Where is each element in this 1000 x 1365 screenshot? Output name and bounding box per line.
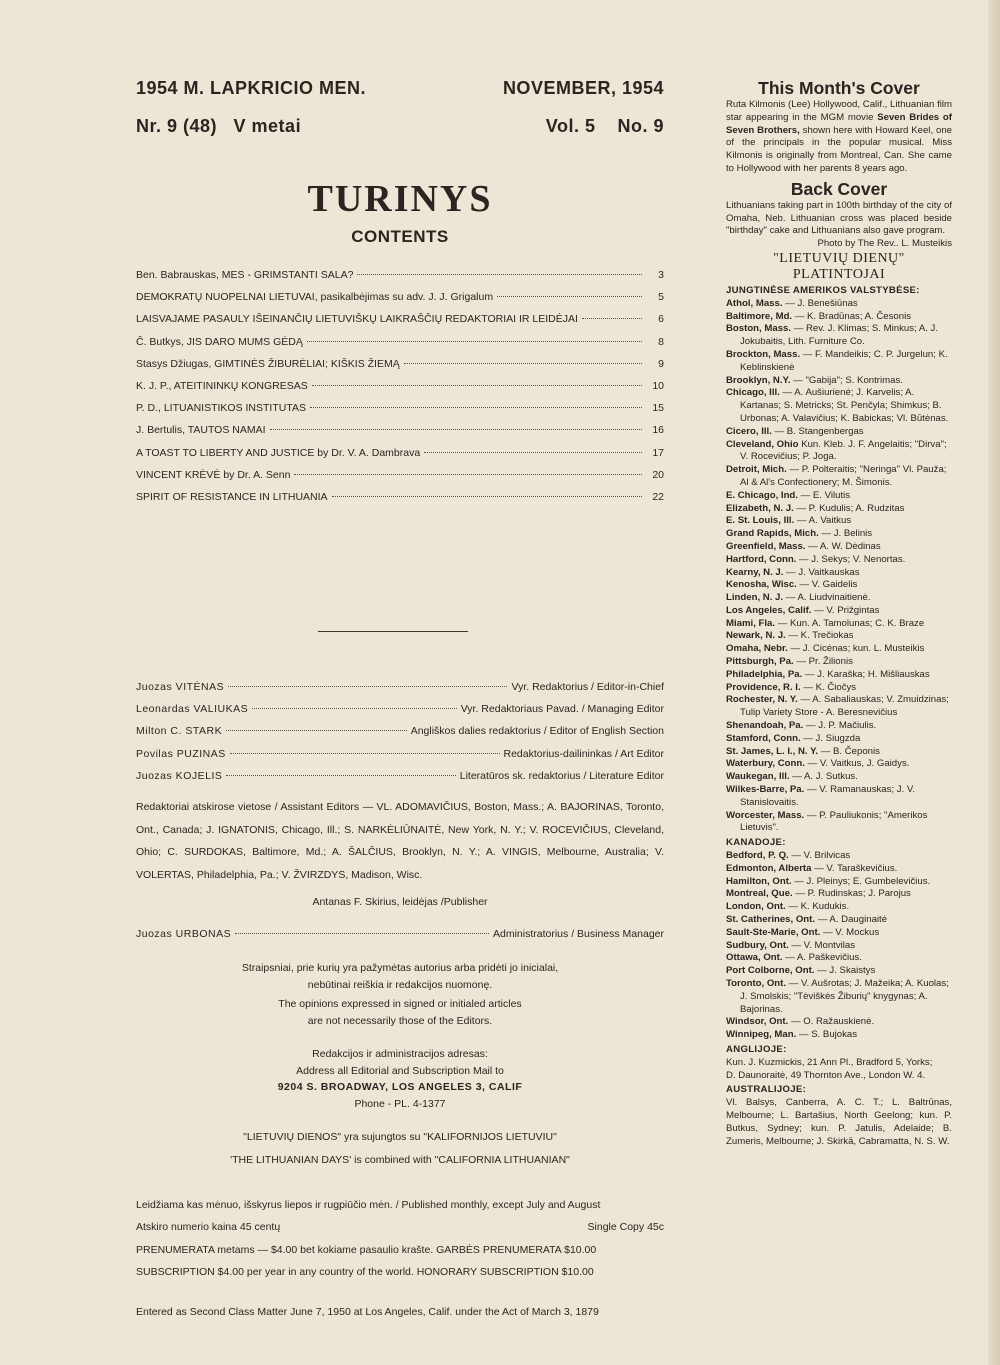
- cover-text-b: shown here with Howard Keel, one of the principals in the popular musical. Miss Kilmonis is originally from Montreal, Can. She came to Hollywood with her parents 8 years ago.: [726, 124, 952, 174]
- distributor-entry: [726, 490, 952, 503]
- toc-page: 15: [652, 402, 664, 415]
- leader-dots: [332, 496, 642, 497]
- distributor-place: Brooklyn, N.Y.: [726, 374, 791, 386]
- usa-heading: JUNGTINĖSE AMERIKOS VALSTYBĖSE:: [726, 284, 920, 296]
- toc-page: 8: [658, 335, 664, 348]
- distributor-place: Sudbury, Ont.: [726, 939, 789, 951]
- distributor-names: — S. Bujokas: [798, 1029, 858, 1041]
- distributor-entry: [726, 965, 952, 978]
- note-en: [136, 996, 664, 1029]
- distributors-subtitle: PLATINTOJAI: [792, 266, 886, 282]
- distributor-entry: [726, 771, 952, 784]
- back-cover-body: Lithuanians taking part in 100th birthday of the city of Omaha, Neb. Lithuanian cross was placed beside "birthday" cake and Lithuanians also gave program.: [726, 199, 952, 237]
- staff-row: [136, 681, 664, 703]
- distributor-names: — J. Sekys; V. Nenortas.: [799, 553, 906, 565]
- distributor-names: — V. Mockus: [823, 926, 880, 938]
- distributor-entry: [726, 1070, 952, 1083]
- combined-lt: "LIETUVIŲ DIENOS" yra sujungtos su "KALIFORNIJOS LIETUVIU": [243, 1131, 557, 1143]
- distributor-place: Worcester, Mass.: [726, 809, 805, 821]
- distributor-names: — V. Gaidelis: [799, 579, 858, 591]
- right-column: [726, 78, 952, 1148]
- distributor-entry: [726, 349, 952, 375]
- staff-role: Redaktorius-dailininkas / Art Editor: [503, 747, 664, 760]
- distributor-entry: [726, 810, 952, 836]
- distributor-place: Pittsburgh, Pa.: [726, 656, 794, 668]
- distributor-names: — V. Montvilas: [791, 939, 856, 951]
- distributor-place: Boston, Mass.: [726, 323, 792, 335]
- address-line-2: Address all Editorial and Subscription Mail to: [296, 1064, 504, 1077]
- page-subtitle: CONTENTS: [351, 227, 449, 246]
- distributor-names: D. Daunoraitė, 49 Thornton Ave., London W. 4.: [726, 1069, 926, 1081]
- distributor-names: — J. P. Mačiulis.: [805, 720, 877, 732]
- business-role: Administratorius / Business Manager: [493, 928, 664, 940]
- distributor-names: — P. Kudulis; A. Rudzitas: [796, 502, 905, 514]
- staff-role: Vyr. Redaktorius / Editor-in-Chief: [511, 681, 664, 693]
- australia-list: Vl. Balsys, Canberra, A. C. T.; L. Baltrūnas, Melbourne; L. Bartašius, North Geelong; kun. P. Butkus, Sydney; kun. P. Jatulis, Adelaide; B. Zumeris, Melbourne; J. Skirkā, Cabramatta, N. S. W.: [726, 1097, 952, 1147]
- staff-name: Juozas KOJELIS: [136, 769, 223, 782]
- staff-list: [136, 681, 664, 792]
- business-manager: [136, 928, 664, 950]
- distributor-entry: [726, 694, 952, 720]
- toc-title: LAISVAJAME PASAULY IŠEINANČIŲ LIETUVIŠKŲ LAIKRAŠČIŲ REDAKTORIAI IR LEIDĖJAI: [136, 313, 578, 326]
- distributor-place: Philadelphia, Pa.: [726, 668, 803, 680]
- distributor-entry: [726, 927, 952, 940]
- distributor-names: — "Gabija"; S. Kontrimas.: [793, 374, 903, 386]
- no: No. 9: [617, 116, 664, 136]
- distributor-entry: [726, 426, 952, 439]
- distributor-names: — V. Ramanauskas; J. V. Stanislovaitis.: [740, 784, 916, 808]
- distributor-names: — O. Ražauskienė.: [790, 1016, 875, 1028]
- distributor-entry: [726, 630, 952, 643]
- cover-text: [726, 99, 952, 176]
- address-line-3: 9204 S. BROADWAY, LOS ANGELES 3, CALIF: [277, 1081, 523, 1093]
- distributors-heading: [726, 251, 952, 283]
- distributor-place: Hamilton, Ont.: [726, 875, 792, 887]
- australia-heading: AUSTRALIJOJE:: [726, 1084, 807, 1096]
- distributor-place: Baltimore, Md.: [726, 310, 793, 322]
- distributor-place: Rochester, N. Y.: [726, 694, 798, 706]
- distributor-names: — V. Vaitkus, J. Gaidys.: [807, 758, 910, 770]
- distributor-names: — Pr. Žilionis: [796, 656, 853, 668]
- distributor-place: Winnipeg, Man.: [726, 1029, 797, 1041]
- distributor-names: — A. W. Dėdinas: [808, 540, 881, 552]
- toc-title: P. D., LITUANISTIKOS INSTITUTAS: [136, 402, 306, 415]
- distributor-names: — A. Sabaliauskas; V. Zmuidzinas; Tulip Variety Store - A. Beresnevičius: [740, 694, 949, 719]
- distributor-entry: [726, 541, 952, 554]
- distributor-entry: [726, 863, 952, 876]
- distributor-names: — K. Trečiokas: [788, 630, 854, 642]
- business-name: Juozas URBONAS: [136, 928, 232, 940]
- distributor-names: — K. Bradūnas; A. Česonis: [794, 310, 912, 322]
- single-lt: Atskiro numerio kaina 45 centų: [136, 1221, 281, 1234]
- cover-movie: Seven Brides of Seven Brothers,: [726, 111, 952, 136]
- combined-en: 'THE LITHUANIAN DAYS' is combined with "CALIFORNIA LITHUANIAN": [230, 1153, 570, 1166]
- distributor-names: — Rev. J. Klimas; S. Minkus; A. J. Jokubaitis, Lith. Furniture Co.: [740, 323, 939, 348]
- published: Leidžiama kas mėnuo, išskyrus liepos ir rugpiūčio mėn. / Published monthly, except July and August: [136, 1199, 601, 1211]
- entered-notice: Entered as Second Class Matter June 7, 1950 at Los Angeles, Calif. under the Act of March 3, 1879: [136, 1306, 599, 1318]
- distributor-place: E. Chicago, Ind.: [726, 489, 798, 501]
- canada-list: [726, 850, 952, 1042]
- subscription-info: [136, 1199, 664, 1288]
- distributor-place: Kearny, N. J.: [726, 566, 784, 578]
- distributor-entry: [726, 528, 952, 541]
- leader-dots: [310, 407, 642, 408]
- distributor-place: London, Ont.: [726, 901, 786, 913]
- toc-row: [136, 269, 664, 291]
- distributor-names: — Kun. A. Tamolunas; C. K. Braze: [777, 617, 925, 629]
- single-en: Single Copy 45c: [587, 1221, 664, 1234]
- prenumerata-line: [136, 1244, 664, 1266]
- distributor-entry: [726, 554, 952, 567]
- distributor-place: Cicero, Ill.: [726, 425, 772, 437]
- toc-title: VINCENT KRĖVĖ by Dr. A. Senn: [136, 468, 291, 481]
- distributor-entry: [726, 1057, 952, 1070]
- distributor-place: Cleveland, Ohio: [726, 438, 799, 450]
- distributor-names: — A. Aušiurienė; J. Karvelis; A. Kartanas; S. Metricks; St. Penčyla; Shimkus; B. Urbonas; A. Valavičius; K. Babickas; Vl. Būtėnas.: [740, 387, 949, 424]
- distributor-names: — V. Taraškevičius.: [814, 862, 898, 874]
- page-edge: [988, 0, 1000, 1365]
- toc-page: 6: [658, 313, 664, 326]
- toc-row: [136, 447, 664, 469]
- distributor-names: — A. J. Sutkus.: [792, 771, 858, 783]
- distributor-names: — V. Brilvicas: [791, 850, 851, 862]
- toc-title: A TOAST TO LIBERTY AND JUSTICE by Dr. V. A. Dambrava: [136, 446, 421, 459]
- note-lt-2: nebūtinai reiškia ir redakcijos nuomonę.: [307, 978, 493, 991]
- toc-page: 9: [658, 357, 664, 370]
- distributor-place: Omaha, Nebr.: [726, 643, 788, 655]
- distributor-entry: [726, 720, 952, 733]
- distributor-entry: [726, 323, 952, 349]
- staff-row: [136, 725, 664, 747]
- distributor-entry: [726, 311, 952, 324]
- distributor-place: Port Colborne, Ont.: [726, 965, 815, 977]
- date-en: NOVEMBER, 1954: [502, 78, 664, 98]
- distributor-place: Wilkes-Barre, Pa.: [726, 784, 805, 796]
- distributor-place: Athol, Mass.: [726, 297, 783, 309]
- distributor-entry: [726, 579, 952, 592]
- toc-title: J. Bertulis, TAUTOS NAMAI: [136, 424, 266, 437]
- distributor-place: Toronto, Ont.: [726, 978, 787, 989]
- distributor-place: Stamford, Conn.: [726, 732, 801, 744]
- distributor-place: Shenandoah, Pa.: [726, 720, 804, 732]
- distributor-entry: [726, 618, 952, 631]
- separator-line: [318, 631, 468, 632]
- leader-dots: [228, 686, 507, 687]
- distributor-place: Edmonton, Alberta: [726, 862, 812, 874]
- address-block: [136, 1046, 664, 1112]
- distributor-place: Newark, N. J.: [726, 630, 786, 642]
- toc-page: 17: [652, 446, 664, 459]
- single-copy-line: [136, 1221, 664, 1243]
- distributor-names: — B. Čeponis: [820, 745, 880, 757]
- distributor-place: Greenfield, Mass.: [726, 540, 806, 552]
- back-cover-heading: Back Cover: [790, 178, 888, 199]
- distributor-place: Providence, R. I.: [726, 681, 801, 693]
- distributor-names: — J. Benešiūnas: [785, 297, 858, 309]
- distributor-names: — J. Pleinys; E. Gumbelevičius.: [794, 875, 931, 887]
- distributor-names: — K. Čiočys: [803, 681, 857, 693]
- staff-row: [136, 770, 664, 792]
- distributor-entry: [726, 375, 952, 388]
- canada-heading: KANADOJE:: [726, 837, 786, 849]
- leader-dots: [307, 341, 642, 342]
- distributor-entry: [726, 605, 952, 618]
- toc-title: K. J. P., ATEITININKŲ KONGRESAS: [136, 379, 308, 392]
- subscription: SUBSCRIPTION $4.00 per year in any country of the world. HONORARY SUBSCRIPTION $10.00: [136, 1265, 594, 1278]
- staff-role: Literatūros sk. redaktorius / Literature Editor: [459, 769, 664, 782]
- leader-dots: [497, 296, 642, 297]
- issue-lt: Nr. 9 (48) V metai: [136, 116, 302, 136]
- prenumerata: PRENUMERATA metams — $4.00 bet kokiame pasaulio krašte. GARBĖS PRENUMERATA $10.00: [136, 1243, 597, 1256]
- assistant-editors: Redaktoriai atskirose vietose / Assistant Editors — VL. ADOMAVIČIUS, Boston, Mass.; A. BAJORINAS, Toronto, Ont., Canada; J. IGNATONIS, Chicago, Ill.; S. NARKĖLIŪNAITĖ, New York, N. Y.; V. ROCEVIČIUS, Cleveland, Ohio; C. SURDOKAS, Baltimore, Md.; A. ŠALČIUS, Brooklyn, N. Y.; A. VINGIS, Melbourne, Australia; V. VOLERTAS, Philadelphia, Pa.; V. ŽVIRZDYS, Madison, Wisc.: [136, 801, 664, 881]
- leader-dots: [226, 730, 407, 731]
- toc-row: [136, 358, 664, 380]
- distributor-entry: [726, 503, 952, 516]
- distributor-entry: [726, 758, 952, 771]
- distributor-place: E. St. Louis, Ill.: [726, 515, 795, 527]
- distributor-entry: [726, 1016, 952, 1029]
- leader-dots: [252, 708, 457, 709]
- distributor-entry: [726, 682, 952, 695]
- distributor-place: Ottawa, Ont.: [726, 952, 783, 964]
- distributor-entry: [726, 387, 952, 425]
- phone: Phone - PL. 4-1377: [354, 1097, 446, 1110]
- leader-dots: [357, 274, 642, 275]
- distributor-place: Hartford, Conn.: [726, 553, 797, 565]
- distributor-entry: [726, 464, 952, 490]
- distributor-entry: [726, 515, 952, 528]
- leader-dots: [582, 318, 642, 319]
- england-list: [726, 1057, 952, 1083]
- distributor-place: Detroit, Mich.: [726, 464, 787, 476]
- back-cover-text: [726, 200, 952, 251]
- toc-row: [136, 402, 664, 424]
- toc-row: [136, 336, 664, 358]
- distributor-names: — A. Dauginaitė: [817, 914, 888, 926]
- staff-row: [136, 703, 664, 725]
- distributor-place: St. Catherines, Ont.: [726, 914, 816, 926]
- distributor-entry: [726, 567, 952, 580]
- distributor-place: Kenosha, Wisc.: [726, 579, 797, 591]
- distributor-names: — P. Polteraitis; "Neringa" Vl. Pauža; Al & Al's Confectionery; M. Šimonis.: [740, 464, 947, 488]
- table-of-contents: [136, 269, 664, 513]
- distributor-place: St. James, L. I., N. Y.: [726, 745, 819, 757]
- toc-page: 22: [652, 490, 664, 503]
- staff-role: Angliškos dalies redaktorius / Editor of English Section: [410, 725, 664, 738]
- distributor-names: — A. Paškevičius.: [785, 952, 862, 964]
- note-lt-1: Straipsniai, prie kurių yra pažymėtas autorius arba pridėti jo inicialai,: [241, 962, 559, 974]
- distributor-names: Kun. Kleb. J. F. Angelaitis; "Dirva"; V. Rocevičius; P. Joga.: [740, 438, 947, 463]
- distributor-entry: [726, 940, 952, 953]
- toc-title: DEMOKRATŲ NUOPELNAI LIETUVAI, pasikalbėjimas su adv. J. J. Grigalum: [136, 291, 494, 304]
- distributor-place: Brockton, Mass.: [726, 348, 801, 360]
- distributor-names: — F. Mandeikis; C. P. Jurgelun; K. Keblinskienė: [740, 348, 948, 373]
- leader-dots: [294, 474, 642, 475]
- distributor-entry: [726, 746, 952, 759]
- distributor-names: Kun. J. Kuzmickis, 21 Ann Pl., Bradford 5, Yorks;: [726, 1056, 933, 1068]
- distributor-names: — V. Aušrotas; J. Mažeika; A. Kuolas; J. Smolskis; "Tėviškės Žiburių" knygynas; A. Bajorinas.: [740, 978, 949, 1015]
- leader-dots: [270, 429, 642, 430]
- distributor-place: Windsor, Ont.: [726, 1016, 789, 1028]
- left-column: [136, 78, 664, 513]
- toc-title: SPIRIT OF RESISTANCE IN LITHUANIA: [136, 490, 328, 503]
- distributor-names: — E. Vilutis: [800, 489, 851, 501]
- distributor-place: Grand Rapids, Mich.: [726, 528, 819, 540]
- distributor-entry: [726, 733, 952, 746]
- publisher: Antanas F. Skirius, leidėjas /Publisher: [312, 896, 488, 908]
- subscription-line: [136, 1266, 664, 1288]
- distributor-place: Chicago, Ill.: [726, 387, 780, 399]
- distributor-place: Waukegan, Ill.: [726, 771, 790, 783]
- distributor-names: — P. Rudinskas; J. Parojus: [795, 888, 911, 900]
- header-issue: [136, 116, 664, 137]
- distributor-entry: [726, 978, 952, 1016]
- distributor-names: — K. Kudukis.: [788, 901, 850, 913]
- distributor-entry: [726, 914, 952, 927]
- england-heading: ANGLIJOJE:: [726, 1043, 787, 1055]
- leader-dots: [424, 452, 642, 453]
- toc-row: [136, 313, 664, 335]
- volume-number: [546, 116, 664, 137]
- distributor-entry: [726, 298, 952, 311]
- distributor-place: Linden, N. J.: [726, 592, 784, 604]
- distributor-entry: [726, 784, 952, 810]
- distributor-entry: [726, 439, 952, 465]
- distributor-entry: [726, 850, 952, 863]
- distributor-names: — V. Prižgintas: [814, 604, 880, 616]
- toc-page: 10: [652, 379, 664, 392]
- note-en-1: The opinions expressed in signed or initialed articles: [278, 998, 522, 1010]
- distributor-names: — A. Liudvinaitienė.: [785, 592, 871, 604]
- toc-title: Ben. Babrauskas, MES - GRIMSTANTI SALA?: [136, 269, 354, 281]
- staff-name: Juozas VITĖNAS: [136, 681, 225, 693]
- distributor-names: — J. Skaistys: [817, 965, 876, 977]
- distributor-place: Elizabeth, N. J.: [726, 502, 794, 514]
- staff-name: Povilas PUZINAS: [136, 747, 226, 760]
- address-line-1: Redakcijos ir administracijos adresas:: [312, 1048, 488, 1060]
- photo-credit: Photo by The Rev.. L. Musteikis: [817, 238, 952, 250]
- distributor-names: — J. Cicėnas; kun. L. Musteikis: [790, 643, 925, 655]
- distributor-entry: [726, 669, 952, 682]
- distributor-place: Montreal, Que.: [726, 888, 793, 900]
- date-lt: 1954 M. LAPKRICIO MEN.: [136, 78, 367, 98]
- distributor-names: — A. Vaitkus: [796, 515, 852, 527]
- distributor-entry: [726, 1029, 952, 1042]
- distributors-title: "LIETUVIŲ DIENŲ": [773, 250, 905, 266]
- distributor-names: — B. Stangenbergas: [774, 425, 864, 437]
- cover-text-a: Ruta Kilmonis (Lee) Hollywood, Calif., Lithuanian film star appearing in the MGM movie: [726, 99, 952, 123]
- distributor-entry: [726, 656, 952, 669]
- leader-dots: [404, 363, 642, 364]
- cover-heading: This Month's Cover: [758, 78, 920, 98]
- distributor-place: Miami, Fla.: [726, 617, 776, 629]
- page-title: TURINYS: [307, 178, 493, 220]
- distributor-entry: [726, 643, 952, 656]
- staff-role: Vyr. Redaktoriaus Pavad. / Managing Editor: [460, 703, 664, 716]
- note-lt: [136, 960, 664, 993]
- header-dates: [136, 78, 664, 99]
- toc-row: [136, 291, 664, 313]
- toc-page: 16: [652, 424, 664, 437]
- distributor-place: Los Angeles, Calif.: [726, 604, 812, 616]
- distributor-names: — J. Siugzda: [803, 732, 861, 744]
- toc-page: 20: [652, 468, 664, 481]
- toc-title: Č. Butkys, JIS DARO MUMS GĖDĄ: [136, 335, 303, 348]
- distributor-place: Sault-Ste-Marie, Ont.: [726, 926, 821, 938]
- distributor-place: Bedford, P. Q.: [726, 850, 789, 862]
- leader-dots: [312, 385, 642, 386]
- distributor-entry: [726, 901, 952, 914]
- toc-page: 3: [658, 269, 664, 281]
- note-en-2: are not necessarily those of the Editors.: [307, 1014, 493, 1027]
- toc-title: Stasys Džiugas, GIMTINĖS ŽIBURĖLIAI; KIŠKIS ŽIEMĄ: [136, 357, 400, 370]
- toc-page: 5: [658, 291, 664, 304]
- distributor-place: Waterbury, Conn.: [726, 758, 805, 770]
- toc-row: [136, 424, 664, 446]
- staff-row: [136, 748, 664, 770]
- usa-list: [726, 298, 952, 835]
- leader-dots: [226, 775, 455, 776]
- leader-dots: [230, 753, 500, 754]
- staff-name: Milton C. STARK: [136, 725, 223, 738]
- published-line: [136, 1199, 664, 1221]
- distributor-names: — J. Vaitkauskas: [786, 566, 860, 578]
- distributor-entry: [726, 876, 952, 889]
- toc-row: [136, 469, 664, 491]
- distributor-entry: [726, 952, 952, 965]
- vol: Vol. 5: [545, 116, 596, 136]
- distributor-names: — P. Pauliukonis; "Amerikos Lietuvis".: [740, 809, 928, 834]
- distributor-names: — J. Belinis: [821, 528, 873, 540]
- staff-name: Leonardas VALIUKAS: [136, 703, 249, 716]
- toc-row: [136, 491, 664, 513]
- distributor-entry: [726, 592, 952, 605]
- distributor-entry: [726, 888, 952, 901]
- leader-dots: [235, 933, 489, 934]
- combined-notice: [136, 1126, 664, 1171]
- distributor-names: — J. Karaška; H. Mišliauskas: [804, 668, 930, 680]
- toc-row: [136, 380, 664, 402]
